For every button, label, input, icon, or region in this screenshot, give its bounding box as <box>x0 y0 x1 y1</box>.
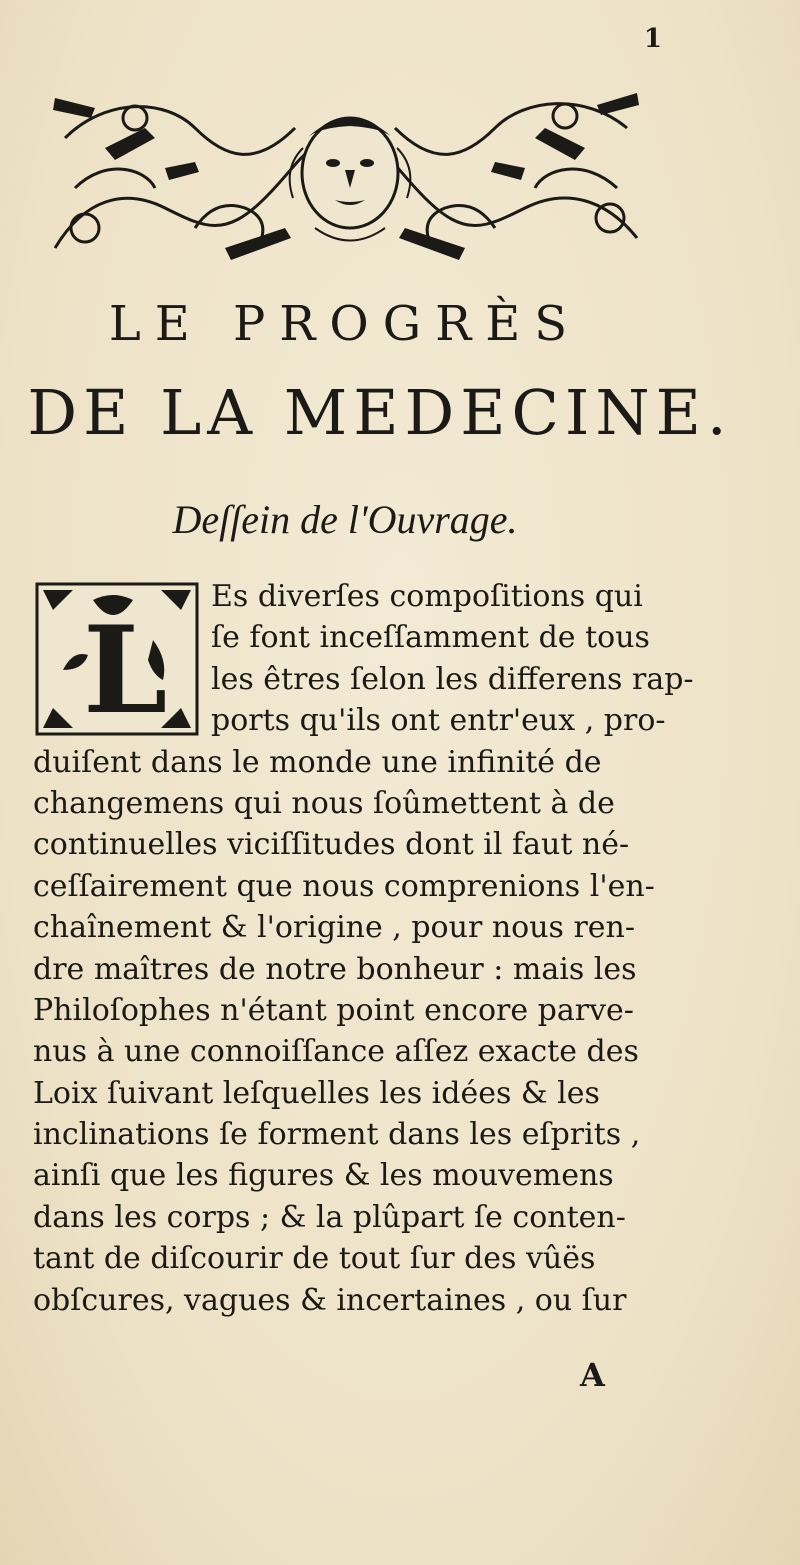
title-line-2: DE LA MEDECINE. <box>27 376 733 449</box>
body-text <box>33 576 723 1321</box>
ornamental-headpiece-icon <box>45 78 647 268</box>
section-subtitle: Deſſein de l'Ouvrage. <box>172 497 518 542</box>
catchword: A <box>580 1356 605 1394</box>
body-line: Philoſophes n'étant point encore parve- <box>33 992 634 1028</box>
page-number: 1 <box>643 24 662 54</box>
body-line: ports qu'ils ont entr'eux , pro- <box>211 703 666 739</box>
body-line: ainſi que les figures & les mouvemens <box>33 1158 614 1194</box>
body-line: duiſent dans le monde une infinité de <box>33 744 602 780</box>
title-line-1: LE PROGRÈS <box>108 296 582 352</box>
body-line: ſe font inceſſamment de tous <box>211 620 650 656</box>
body-line: dans les corps ; & la plûpart ſe conten- <box>33 1199 626 1235</box>
body-line: changemens qui nous ſoûmettent à de <box>33 785 615 821</box>
body-line: Es diverſes compoſitions qui <box>211 579 643 614</box>
body-line: chaînement & l'origine , pour nous ren- <box>33 910 636 946</box>
body-line: inclinations ſe forment dans les eſprits , <box>33 1117 641 1153</box>
body-line: continuelles viciſſitudes dont il faut né- <box>33 827 630 863</box>
body-line: dre maîtres de notre bonheur : mais les <box>33 951 637 987</box>
body-line: les êtres ſelon les differens rap- <box>211 661 694 697</box>
drop-cap-letter: L <box>83 600 168 738</box>
body-line: obſcures, vagues & incertaines , ou ſur <box>33 1282 627 1318</box>
body-line: ceſſairement que nous comprenions l'en- <box>33 868 655 904</box>
body-line: nus à une connoiſſance aſſez exacte des <box>33 1034 639 1070</box>
body-line: tant de diſcourir de tout ſur des vûës <box>33 1241 596 1277</box>
body-line: Loix ſuivant leſquelles les idées & les <box>33 1075 600 1111</box>
